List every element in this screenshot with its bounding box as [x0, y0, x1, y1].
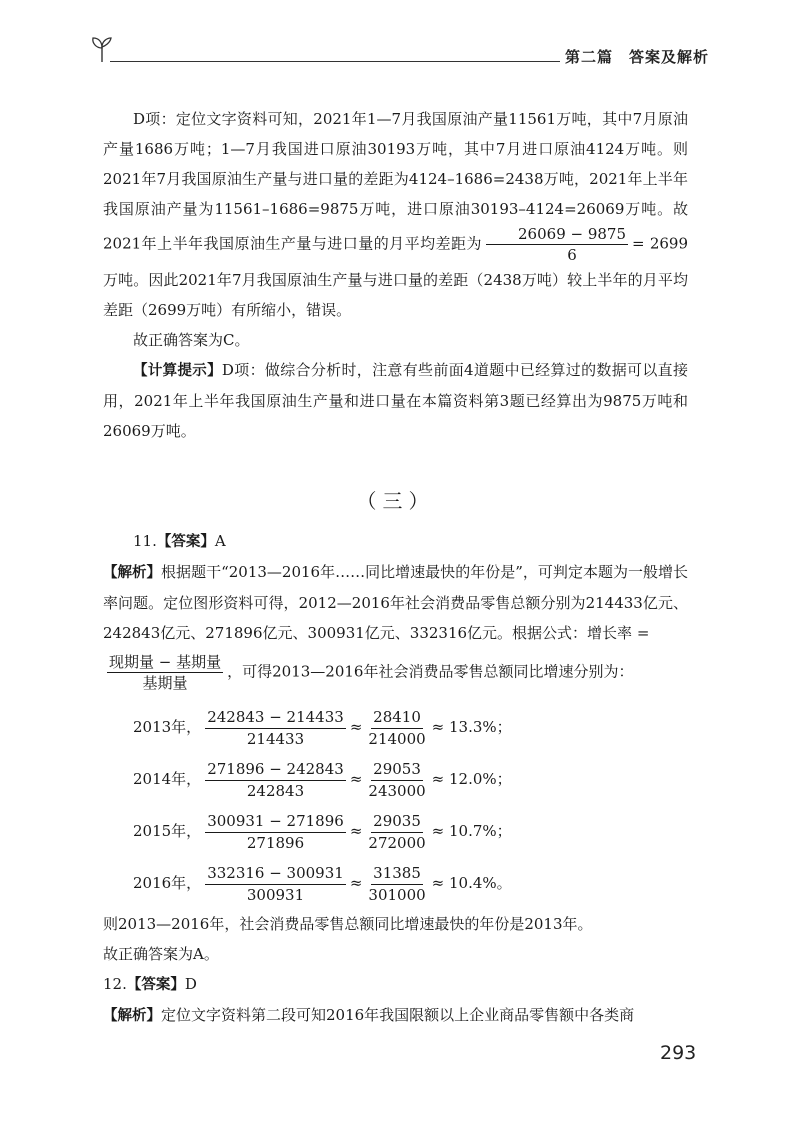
- calc-result: ≈ 10.7%；: [431, 822, 512, 840]
- calc-fraction: $\frac{332316 - 300931}{300931}$: [207, 863, 344, 904]
- calc-row-2015: [133, 805, 688, 857]
- q12-explanation-label: 【解析】: [103, 1008, 161, 1024]
- calc-year: 2014年，: [133, 770, 202, 788]
- header-title: 第二篇 答案及解析: [565, 48, 710, 66]
- calc-row-2016: [133, 857, 688, 909]
- calc-tip-label: 【计算提示】: [133, 363, 222, 379]
- page-body: [103, 104, 688, 1031]
- calc-approx-fraction: $\frac{28410}{214000}$: [368, 707, 426, 748]
- calc-approx-fraction: $\frac{31385}{301000}$: [368, 863, 426, 904]
- calc-year: 2016年，: [133, 874, 202, 892]
- calc-result: ≈ 10.4%。: [431, 874, 512, 892]
- approx-sign: ≈: [349, 718, 363, 736]
- q11-number: 11.: [133, 532, 157, 550]
- growth-formula: [103, 652, 688, 693]
- answer-a: 故正确答案为A。: [103, 945, 219, 963]
- formula-numerator: 现期量 − 基期量: [109, 653, 222, 671]
- avg-gap-fraction: [486, 224, 628, 265]
- calc-fraction: $\frac{242843 - 214433}{214433}$: [207, 707, 344, 748]
- calc-year: 2013年，: [133, 718, 202, 736]
- calc-approx-fraction: $\frac{29053}{243000}$: [368, 759, 426, 800]
- page-number: 293: [660, 1042, 697, 1064]
- option-d-text-tail: = 2699万吨。因此2021年7月我国原油生产量与进口量的差距（2438万吨）较上半年的月平均差距（2699万吨）有所缩小，错误。: [103, 234, 688, 319]
- header-rule: [110, 61, 560, 62]
- fraction-numerator: 26069 − 9875: [486, 224, 628, 245]
- page-header: [0, 0, 800, 80]
- sprout-icon: [90, 34, 114, 64]
- q12-number: 12.: [103, 975, 127, 993]
- approx-sign: ≈: [349, 770, 363, 788]
- option-d-analysis: [103, 104, 688, 325]
- growth-rate-fraction: [107, 652, 223, 693]
- q11-answer-value: A: [214, 532, 226, 550]
- q11-answer-label: 【答案】: [156, 534, 215, 550]
- q12-explanation: [103, 1000, 688, 1031]
- q12-explanation-text: 定位文字资料第二段可知2016年我国限额以上企业商品零售额中各类商: [161, 1006, 635, 1024]
- fraction-denominator: 6: [567, 246, 577, 264]
- q11-explanation-label: 【解析】: [103, 565, 162, 581]
- q11-answer: [103, 526, 688, 557]
- q11-explanation-text: 根据题干“2013—2016年……同比增速最快的年份是”，可判定本题为一般增长率问题。定位图形资料可得，2012—2016年社会消费品零售总额分别为214433亿元、242843亿元、271896亿元、300931亿元、332316亿元。根据公式：增长率 =: [103, 563, 689, 642]
- calc-result: ≈ 12.0%；: [431, 770, 512, 788]
- option-d-text: D项：定位文字资料可知，2021年1—7月我国原油产量11561万吨，其中7月原油产量1686万吨；1—7月我国进口原油30193万吨，其中7月进口原油4124万吨。则2021年7月我国原油生产量与进口量的差距为4124–1686=2438万吨，2021年上半年我国原油产量为11561–1686=9875万吨，进口原油30193–4124=26069万吨。故2021年上半年我国原油生产量与进口量的月平均差距为: [103, 110, 688, 253]
- calc-year: 2015年，: [133, 822, 202, 840]
- q12-answer-label: 【答案】: [126, 977, 185, 993]
- calc-row-2013: [133, 701, 688, 753]
- calc-row-2014: [133, 753, 688, 805]
- section-title: （三）: [356, 489, 435, 513]
- approx-sign: ≈: [349, 874, 363, 892]
- approx-sign: ≈: [349, 822, 363, 840]
- calc-tip-text: D项：做综合分析时，注意有些前面4道题中已经算过的数据可以直接用，2021年上半年我国原油生产量和进口量在本篇资料第3题已经算出为9875万吨和26069万吨。: [103, 361, 688, 440]
- q12-answer: [103, 969, 688, 1000]
- calc-fraction: $\frac{300931 - 271896}{271896}$: [207, 811, 344, 852]
- formula-denominator: 基期量: [142, 674, 188, 692]
- answer-c: 故正确答案为C。: [133, 331, 250, 349]
- calc-approx-fraction: $\frac{29035}{272000}$: [368, 811, 426, 852]
- growth-formula-text: ，可得2013—2016年社会消费品零售总额同比增速分别为：: [227, 662, 634, 681]
- calc-fraction: $\frac{271896 - 242843}{242843}$: [207, 759, 344, 800]
- calc-tip: [103, 355, 688, 446]
- q11-explanation: [103, 557, 688, 648]
- q12-answer-value: D: [184, 975, 197, 993]
- q11-conclusion: 则2013—2016年，社会消费品零售总额同比增速最快的年份是2013年。: [103, 915, 593, 933]
- calc-result: ≈ 13.3%；: [431, 718, 512, 736]
